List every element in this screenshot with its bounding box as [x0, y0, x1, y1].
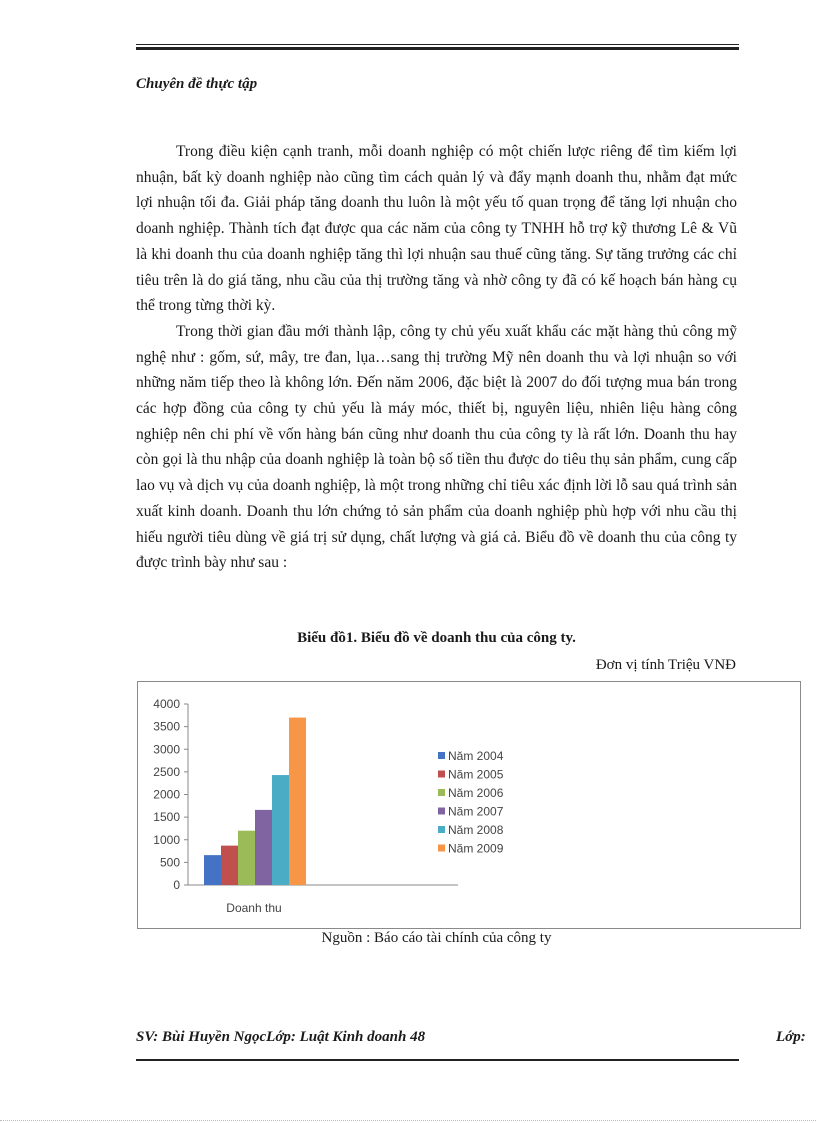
- revenue-chart: [137, 681, 801, 929]
- header-title: Chuyên đề thực tập: [136, 76, 258, 92]
- y-tick-label: 2500: [153, 764, 180, 779]
- bar-năm-2008: [272, 775, 289, 885]
- footer-student-info: SV: Bùi Huyền NgọcLớp: Luật Kinh doanh 48: [136, 1029, 426, 1045]
- legend-swatch: [438, 826, 445, 833]
- chart-source: Nguồn : Báo cáo tài chính của công ty: [321, 930, 552, 946]
- legend-label: Năm 2006: [448, 786, 504, 800]
- legend-swatch: [438, 771, 445, 778]
- y-tick-label: 1000: [153, 832, 180, 847]
- bar-năm-2006: [238, 831, 255, 885]
- paragraph-2: Trong thời gian đầu mới thành lập, công ty chủ yếu xuất khẩu các mặt hàng thủ công mỹ nghệ như : gốm, sứ, mây, tre đan, lụa…sang thị trường Mỹ nên doanh thu và lợi nhuận so với những năm tiếp theo là không lớn. Đến năm 2006, đặc biệt là 2007 do đối tượng mua bán trong các hợp đồng của công ty chủ yếu là máy móc, thiết bị, nguyên liệu, nhiên liệu hàng công nghiệp nên chi phí về vốn hàng bán cũng như doanh thu của công ty là rất lớn. Doanh thu hay còn gọi là thu nhập của doanh nghiệp là toàn bộ số tiền thu được do tiêu thụ sản phẩm, cung cấp lao vụ và dịch vụ của doanh nghiệp, là một trong những chỉ tiêu xác định lời lỗ sau quá trình sản xuất kinh doanh. Doanh thu lớn chứng tỏ sản phẩm của doanh nghiệp phù hợp với nhu cầu thị hiếu người tiêu dùng về giá trị sử dụng, chất lượng và giá cả. Biểu đồ về doanh thu của công ty được trình bày như sau :: [136, 322, 737, 572]
- y-tick-label: 1500: [153, 810, 180, 825]
- legend-label: Năm 2007: [448, 804, 504, 819]
- y-tick-label: 3000: [153, 742, 180, 757]
- bar-năm-2007: [255, 810, 272, 885]
- bar-năm-2004: [204, 855, 221, 885]
- legend-label: Năm 2009: [448, 841, 504, 856]
- y-tick-label: 2000: [153, 787, 180, 802]
- footer-rule: [136, 1059, 739, 1061]
- legend-label: Năm 2004: [448, 749, 504, 763]
- footer-class-label: Lớp:: [776, 1029, 806, 1045]
- body-text: [136, 139, 737, 576]
- paragraph-1: Trong điều kiện cạnh tranh, mỗi doanh nghiệp có một chiến lược riêng để tìm kiếm lợi nhuận, bất kỳ doanh nghiệp nào cũng tìm cách quản lý và đẩy mạnh doanh thu, nhằm đạt mức lợi nhuận tối đa. Giải pháp tăng doanh thu luôn là một yếu tố quan trọng để tăng lợi nhuận cho doanh nghiệp. Thành tích đạt được qua các năm của công ty TNHH hỗ trợ kỹ thương Lê & Vũ là khi doanh thu của doanh nghiệp tăng thì lợi nhuận sau thuế cũng tăng. Sự tăng trưởng các chỉ tiêu trên là do giá tăng, nhu cầu của thị trường tăng và nhờ công ty đã có kế hoạch bán hàng cụ thể trong từng thời kỳ.: [136, 143, 737, 315]
- chart-canvas: [138, 682, 802, 930]
- bar-năm-2005: [221, 846, 238, 885]
- bar-năm-2009: [289, 718, 306, 885]
- legend-swatch: [438, 845, 445, 852]
- y-tick-label: 3500: [153, 719, 180, 734]
- legend-label: Năm 2005: [448, 767, 504, 782]
- y-tick-label: 500: [159, 855, 180, 870]
- x-category-label: Doanh thu: [226, 901, 282, 915]
- page-bottom-dotted-line: [0, 1120, 816, 1121]
- y-tick-label: 4000: [153, 697, 180, 711]
- legend-swatch: [438, 808, 445, 815]
- y-tick-label: 0: [173, 878, 180, 892]
- header-rule: [136, 44, 739, 50]
- legend-swatch: [438, 789, 445, 796]
- chart-unit-label: Đơn vị tính Triệu VNĐ: [595, 657, 736, 673]
- legend-swatch: [438, 752, 445, 759]
- legend-label: Năm 2008: [448, 823, 504, 837]
- chart-caption-title: Biểu đồ1. Biểu đồ về doanh thu của công ty.: [297, 630, 576, 646]
